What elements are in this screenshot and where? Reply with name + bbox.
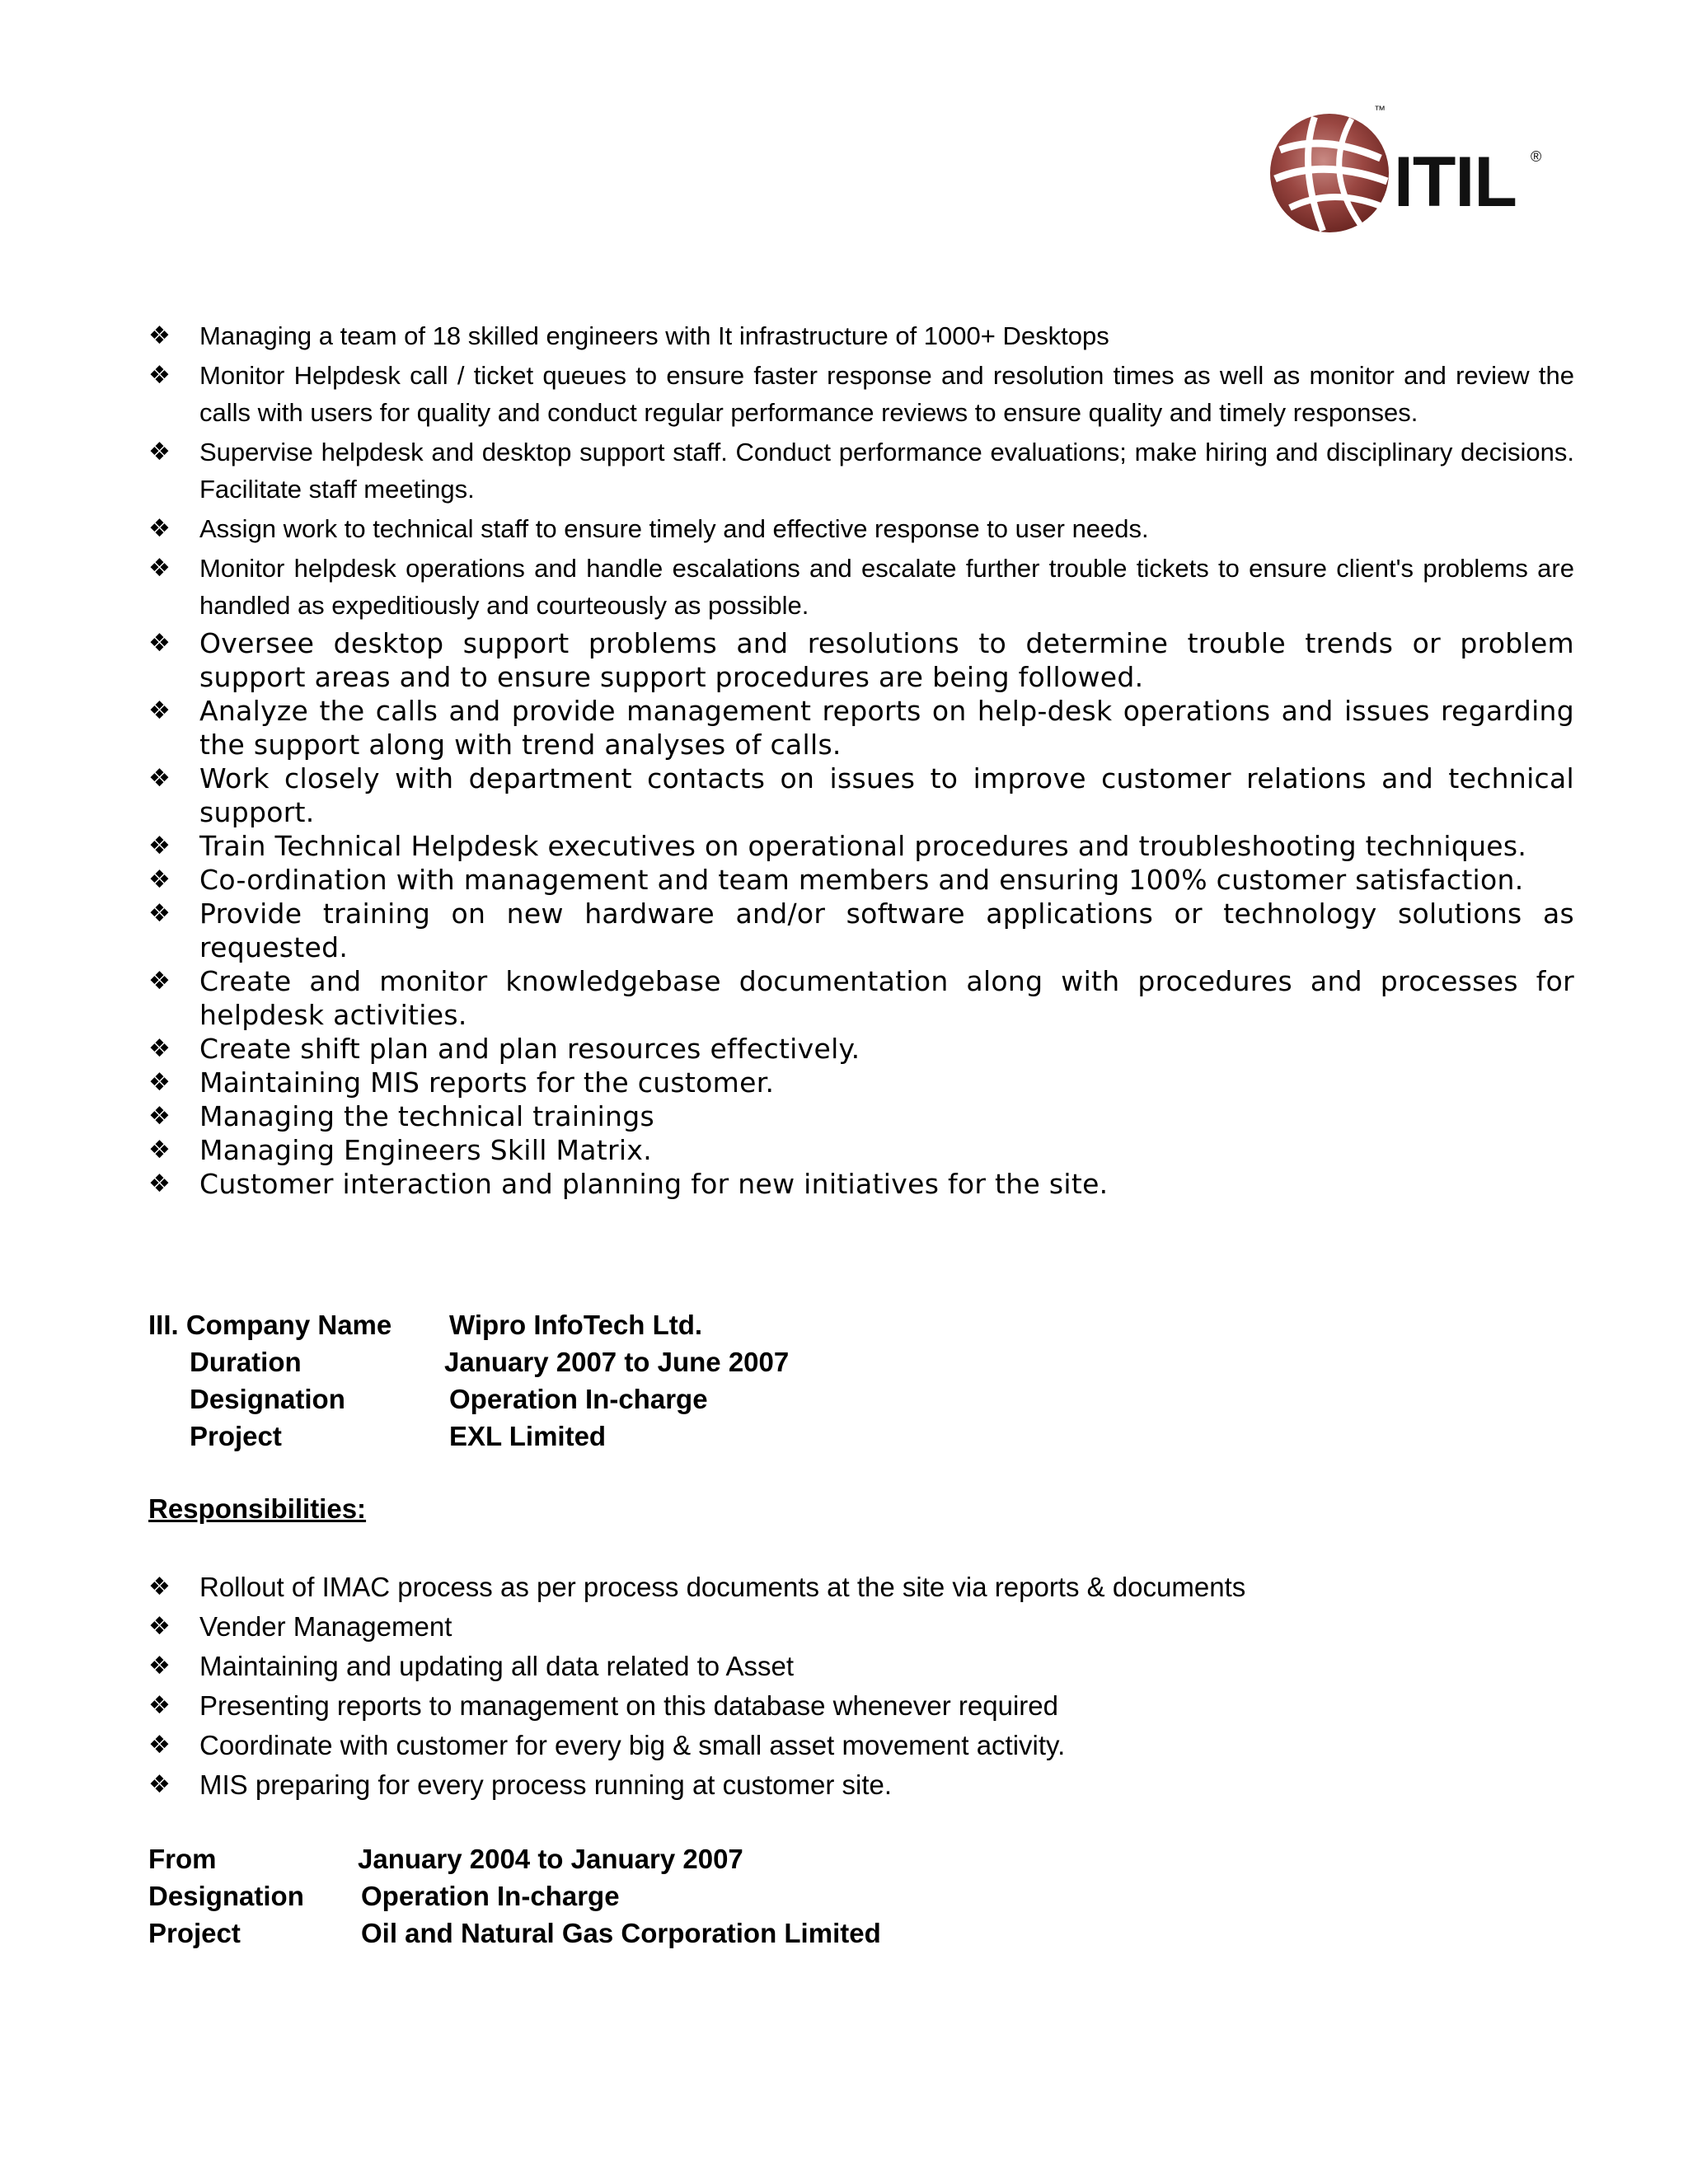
bullet-icon: ❖ xyxy=(148,514,171,543)
bullet-icon: ❖ xyxy=(148,1770,171,1799)
bullet-icon: ❖ xyxy=(148,1731,171,1760)
bullet-icon: ❖ xyxy=(148,1691,171,1720)
bullet-icon: ❖ xyxy=(148,1102,171,1131)
list-item: ❖ Managing Engineers Skill Matrix. xyxy=(148,1134,652,1166)
project-value-2: Oil and Natural Gas Corporation Limited xyxy=(361,1918,881,1948)
list-item: ❖ Monitor Helpdesk call / ticket queues to ensure faster response and resolution times as well as monitor and review the calls with users for quality and conduct regular performance reviews to ensure quality and timely responses. xyxy=(148,357,1574,431)
bullet-icon: ❖ xyxy=(148,899,171,928)
bullet-icon: ❖ xyxy=(148,1169,171,1198)
list-item: ❖ Rollout of IMAC process as per process documents at the site via reports & documents xyxy=(148,1568,1574,1607)
list-item: ❖ Monitor helpdesk operations and handle escalations and escalate further trouble tickets to ensure client's problems are handled as expeditiously and courteously as possible. xyxy=(148,550,1574,624)
itil-logo xyxy=(1265,101,1545,241)
bullet-icon: ❖ xyxy=(148,438,171,466)
list-item: ❖ Managing a team of 18 skilled engineers with It infrastructure of 1000+ Desktops xyxy=(148,317,1574,354)
bullet-icon: ❖ xyxy=(148,1136,171,1165)
itil-swirl-icon xyxy=(1265,101,1545,241)
project-value: EXL Limited xyxy=(449,1421,607,1451)
designation-value: Operation In-charge xyxy=(449,1384,708,1414)
list-item: ❖ Presenting reports to management on this database whenever required xyxy=(148,1686,1574,1726)
list-item: ❖ Train Technical Helpdesk executives on operational procedures and troubleshooting techniques. xyxy=(148,830,1527,862)
list-item: ❖ Work closely with department contacts on issues to improve customer relations and technical support. xyxy=(148,762,1574,828)
logo-brand-text: ITIL xyxy=(1394,143,1517,222)
list-item: ❖ Vender Management xyxy=(148,1607,1574,1647)
from-value: January 2004 to January 2007 xyxy=(358,1844,743,1874)
designation-value-2: Operation In-charge xyxy=(361,1881,620,1911)
list-item: ❖ Coordinate with customer for every big & small asset movement activity. xyxy=(148,1726,1574,1765)
list-item: ❖ Supervise helpdesk and desktop support staff. Conduct performance evaluations; make hiring and disciplinary decisions. Facilitate staff meetings. xyxy=(148,434,1574,508)
list-item: ❖ Analyze the calls and provide management reports on help-desk operations and issues regarding the support along with trend analyses of calls. xyxy=(148,695,1574,761)
list-item: ❖ Provide training on new hardware and/or software applications or technology solutions as requested. xyxy=(148,898,1574,963)
company-value: Wipro InfoTech Ltd. xyxy=(449,1310,703,1340)
list-item: ❖ Co-ordination with management and team members and ensuring 100% customer satisfaction. xyxy=(148,864,1524,896)
company-label: III. Company Name xyxy=(148,1310,392,1340)
list-item: ❖ Create shift plan and plan resources effectively. xyxy=(148,1033,860,1065)
designation-label-2: Designation xyxy=(148,1881,304,1911)
bullet-icon: ❖ xyxy=(148,1612,171,1641)
bullet-icon: ❖ xyxy=(148,764,171,793)
project-label-2: Project xyxy=(148,1918,241,1948)
list-item: ❖ Maintaining and updating all data related to Asset xyxy=(148,1647,1574,1686)
responsibilities-heading: Responsibilities: xyxy=(148,1493,367,1524)
duties-list xyxy=(148,317,1574,1201)
list-item: ❖ Customer interaction and planning for new initiatives for the site. xyxy=(148,1168,1109,1200)
list-item: ❖ MIS preparing for every process running at customer site. xyxy=(148,1765,1574,1805)
bullet-icon: ❖ xyxy=(148,967,171,996)
bullet-icon: ❖ xyxy=(148,832,171,860)
bullet-icon: ❖ xyxy=(148,629,171,658)
bullet-icon: ❖ xyxy=(148,1652,171,1680)
list-item: ❖ Managing the technical trainings xyxy=(148,1100,654,1132)
bullet-icon: ❖ xyxy=(148,321,171,350)
project-label: Project xyxy=(190,1421,282,1451)
bullet-icon: ❖ xyxy=(148,865,171,894)
duration-label: Duration xyxy=(190,1347,302,1377)
logo-registered: ® xyxy=(1531,148,1542,165)
bullet-icon: ❖ xyxy=(148,361,171,390)
responsibilities-list xyxy=(148,1568,1574,1805)
bullet-icon: ❖ xyxy=(148,1572,171,1601)
logo-trademark: ™ xyxy=(1374,103,1386,116)
bullet-icon: ❖ xyxy=(148,696,171,725)
from-label: From xyxy=(148,1844,217,1874)
bullet-icon: ❖ xyxy=(148,554,171,583)
duration-value: January 2007 to June 2007 xyxy=(444,1347,790,1377)
bullet-icon: ❖ xyxy=(148,1034,171,1063)
list-item: ❖ Assign work to technical staff to ensure timely and effective response to user needs. xyxy=(148,510,1574,547)
designation-label: Designation xyxy=(190,1384,345,1414)
list-item: ❖ Create and monitor knowledgebase documentation along with procedures and processes for helpdesk activities. xyxy=(148,965,1574,1031)
bullet-icon: ❖ xyxy=(148,1068,171,1097)
list-item: ❖ Oversee desktop support problems and resolutions to determine trouble trends or problem support areas and to ensure support procedures are being followed. xyxy=(148,627,1574,693)
list-item: ❖ Maintaining MIS reports for the customer. xyxy=(148,1066,775,1099)
